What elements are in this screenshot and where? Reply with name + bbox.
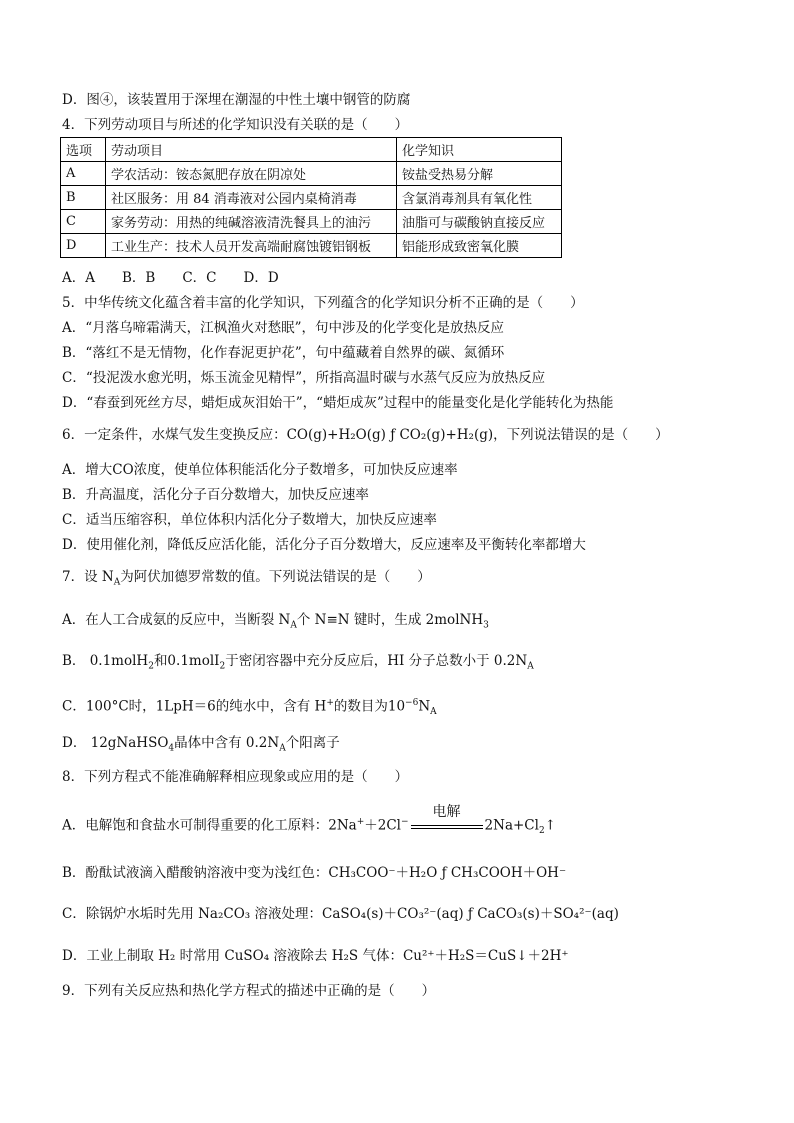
table-cell: B xyxy=(61,186,106,210)
table-cell: 家务劳动：用热的纯碱溶液清洗餐具上的油污 xyxy=(106,210,397,234)
table-row xyxy=(61,186,562,210)
q6-option-b: B．升高温度，活化分子百分数增大，加快反应速率 xyxy=(62,487,369,503)
q7-text: 7．设 N xyxy=(62,569,114,585)
table-cell: 铵盐受热易分解 xyxy=(397,162,562,186)
q8a-tail: 2Na+Cl xyxy=(484,817,539,834)
q7-option-b: B． 0.1molH$_2$和0.1molI$_2$于密闭容器中充分反应后，HI 分子总数小于 $0.2N_A$ xyxy=(62,653,534,672)
table-cell: C xyxy=(61,210,106,234)
electrolysis-arrow xyxy=(411,804,483,835)
q7a-sub: A xyxy=(290,620,297,631)
q5-stem: 5．中华传统文化蕴含着丰富的化学知识，下列蕴含的化学知识分析不正确的是（ ） xyxy=(62,295,584,311)
q8-option-d: D．工业上制取 H₂ 时常用 CuSO₄ 溶液除去 H₂S 气体：Cu²⁺＋H₂S＝CuS↓＋2H⁺ xyxy=(62,948,569,964)
electrolysis-condition: 电解 xyxy=(432,804,461,820)
table-cell: 含氯消毒剂具有氧化性 xyxy=(397,186,562,210)
q4-options: A．A B．B C．C D．D xyxy=(62,270,279,286)
q8a-mid: ＋2Cl xyxy=(364,817,401,834)
q7-option-a: A．在人工合成氨的反应中，当断裂 $N_A$个 N≡N 键时，生成 2molNH$_3$ xyxy=(62,612,489,631)
q7c-mid: 的数目为10 xyxy=(333,698,406,715)
q7b-tail: 于密闭容器中充分反应后，HI 分子总数小于 0.2N xyxy=(225,653,528,669)
q8-stem: 8．下列方程式不能准确解释相应现象或应用的是（ ） xyxy=(62,769,409,785)
table-cell: 工业生产：技术人员开发高端耐腐蚀镀铝钢板 xyxy=(106,234,397,258)
q5-option-a: A．“月落乌啼霜满天，江枫渔火对愁眠”，句中涉及的化学变化是放热反应 xyxy=(62,320,505,336)
q8a-text: A．电解饱和食盐水可制得重要的化工原料：2Na xyxy=(62,817,357,834)
q7-option-c: C．100°C时，1LpH＝6的纯水中，含有 H+的数目为$10^{-6}N_A$ xyxy=(62,698,437,718)
table-header-cell: 化学知识 xyxy=(397,138,562,162)
q6-option-c: C．适当压缩容积，单位体积内活化分子数增大，加快反应速率 xyxy=(62,512,437,528)
q3-option-d: D．图④，该装置用于深埋在潮湿的中性土壤中钢管的防腐 xyxy=(62,92,411,108)
q7c-tail: N xyxy=(418,698,431,715)
q7a-tail: 个 N≡N 键时，生成 2molNH xyxy=(296,612,484,628)
q7-sub: A xyxy=(113,577,121,588)
q8-option-a: A．电解饱和食盐水可制得重要的化工原料：2Na+＋2Cl− 电解 $2Na+Cl_2↑$ xyxy=(62,804,557,837)
table-cell: D xyxy=(61,234,106,258)
q7-option-d: D． 12gNaHSO$_4$晶体中含有 $0.2N_A$个阳离子 xyxy=(62,735,340,754)
table-header-row xyxy=(61,138,562,162)
q7b-text: B． 0.1molH xyxy=(62,653,149,669)
table-cell: 学农活动：铵态氮肥存放在阴凉处 xyxy=(106,162,397,186)
q7b-mid: 和0.1molI xyxy=(153,653,220,669)
q7d-tail: 晶体中含有 0.2N xyxy=(174,735,280,751)
table-cell: 油脂可与碳酸钠直接反应 xyxy=(397,210,562,234)
q6-option-a: A．增大CO浓度，使单位体积能活化分子数增多，可加快反应速率 xyxy=(62,462,458,478)
table-row xyxy=(61,210,562,234)
q7c-sub: A xyxy=(430,707,437,718)
q7d-end: 个阳离子 xyxy=(285,735,340,751)
q7d-sub: A xyxy=(279,743,286,754)
table-cell: A xyxy=(61,162,106,186)
q9-stem: 9．下列有关反应热和热化学方程式的描述中正确的是（ ） xyxy=(62,983,436,999)
table-cell: 铝能形成致密氧化膜 xyxy=(397,234,562,258)
table-header-cell: 劳动项目 xyxy=(106,138,397,162)
q5-option-d: D．“春蚕到死丝方尽，蜡炬成灰泪始干”，“蜡炬成灰”过程中的能量变化是化学能转化为热能 xyxy=(62,395,614,411)
table-header-cell: 选项 xyxy=(61,138,106,162)
q7-text-tail: 为阿伏加德罗常数的值。下列说法错误的是（ ） xyxy=(120,569,431,585)
table-row xyxy=(61,162,562,186)
q7-stem xyxy=(62,568,431,592)
q5-option-c: C．“投泥泼水愈光明，烁玉流金见精悍”，所指高温时碳与水蒸气反应为放热反应 xyxy=(62,370,546,386)
q7c-text: C．100°C时，1LpH＝6的纯水中，含有 H xyxy=(62,698,327,715)
q7a-text: A．在人工合成氨的反应中，当断裂 N xyxy=(62,612,291,628)
table-row xyxy=(61,234,562,258)
q7c-exp: −6 xyxy=(405,698,419,708)
q8-option-b: B．酚酞试液滴入醋酸钠溶液中变为浅红色：CH₃COO⁻＋H₂O ƒ CH₃COOH＋OH⁻ xyxy=(62,865,567,881)
up-arrow-icon: ↑ xyxy=(544,817,557,834)
q6-option-d: D．使用催化剂，降低反应活化能，活化分子百分数增大，反应速率及平衡转化率都增大 xyxy=(62,537,586,553)
q8-option-c: C．除锅炉水垢时先用 Na₂CO₃ 溶液处理：CaSO₄(s)＋CO₃²⁻(aq) ƒ CaCO₃(s)＋SO₄²⁻(aq) xyxy=(62,906,619,922)
table-cell: 社区服务：用 84 消毒液对公园内桌椅消毒 xyxy=(106,186,397,210)
q4-stem: 4．下列劳动项目与所述的化学知识没有关联的是（ ） xyxy=(62,117,409,133)
q7d-text: D． 12gNaHSO xyxy=(62,735,169,751)
labor-knowledge-table xyxy=(60,137,562,258)
q5-option-b: B．“落红不是无情物，化作春泥更护花”，句中蕴藏着自然界的碳、氮循环 xyxy=(62,345,505,361)
q7b-sub: A xyxy=(527,661,534,672)
q6-stem: 6．一定条件，水煤气发生变换反应：CO(g)+H₂O(g) ƒ CO₂(g)+H₂(g)，下列说法错误的是（ ） xyxy=(62,427,669,443)
